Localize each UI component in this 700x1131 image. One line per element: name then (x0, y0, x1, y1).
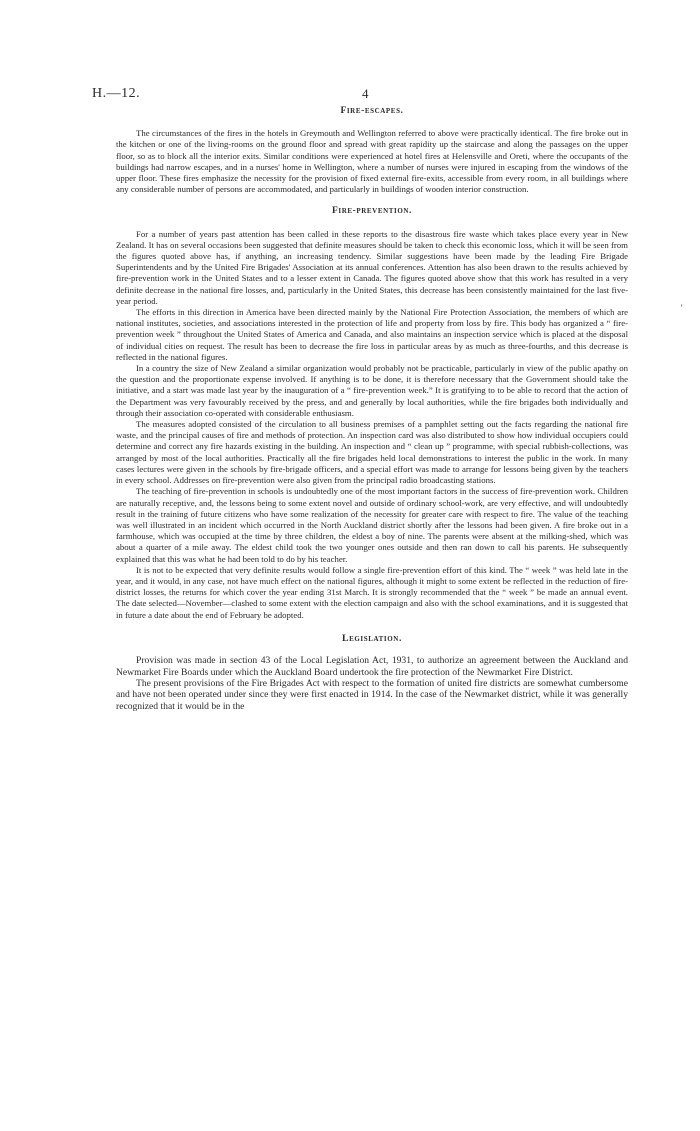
paragraph: In a country the size of New Zealand a similar organization would probably not be practicable, particularly in view of the public apathy on the question and the proportionate expense involved. If anything is to be done, it is therefore necessary that the Government should take the initiative, and a start was made last year by the inauguration of a “ fire-prevention week.” It is gratifying to to be able to record that the action of the Department was very favourably received by the press, and and generally by local authorities, while the fire brigades both individually and through their association co-operated with considerable enthusiasm. (116, 363, 628, 418)
paragraph: The present provisions of the Fire Brigades Act with respect to the formation of united fire districts are somewhat cumbersome and have not been operated under since they were first enacted in 1914. In the case of the Newmarket district, while it was generally recognized that it would be in the (116, 677, 628, 712)
paragraph: The measures adopted consisted of the circulation to all business premises of a pamphlet setting out the facts regarding the national fire waste, and the principal causes of fire and methods of protection. An inspection card was also distributed to show how individual occupiers could determine and correct any fire hazards existing in the building. An inspection and “ clean up ” programme, with special rubbish-collections, was arranged by most of the local authorities. Practically all the fire brigades held local demonstrations to interest the public in the work. In many cases lectures were given in the schools by fire-brigade officers, and a special effort was made to arrange for lessons being given by the teachers in every school. Addresses on fire-prevention were also given from the principal radio broadcasting stations. (116, 419, 628, 486)
legislation-section (116, 633, 628, 712)
paragraph: The circumstances of the fires in the hotels in Greymouth and Wellington referred to above were practically identical. The fire broke out in the kitchen or one of the living-rooms on the ground floor and spread with great rapidity up the staircase and along the passages on the upper floor, so as to block all the interior exits. Similar conditions were experienced at hotel fires at Helensville and Oreti, where the occupants of the buildings had narrow escapes, and in a nurses' home in Wellington, where a number of nurses were injured in escaping from the windows of the upper floor. These fires emphasize the necessity for the provision of fixed external fire-exits, accessible from every room, in all buildings where any considerable number of persons are accommodated, and particularly in buildings of wooden interior construction. (116, 128, 628, 195)
paragraph: The efforts in this direction in America have been directed mainly by the National Fire Protection Association, the members of which are national institutes, societies, and associations interested in the protection of life and property from loss by fire. This body has organized a “ fire-prevention week ” throughout the United States of America and Canada, and also maintains an inspection service which is placed at the disposal of individual cities on request. The result has been to decrease the fire loss in particular areas by as much as three-fourths, and this decrease is reflected in the national figures. (116, 307, 628, 362)
paragraph: It is not to be expected that very definite results would follow a single fire-prevention effort of this kind. The “ week ” was held late in the year, and it would, in any case, not have much effect on the national figures, although it might to some extent be reflected in the reduction of fire-district losses, the returns for which cover the year ending 31st March. It is strongly recommended that the “ week ” be made an annual event. The date selected—November—clashed to some extent with the election campaign and also with the school examinations, and it is suggested that in future a date about the end of February be adopted. (116, 564, 628, 620)
page-number: 4 (362, 86, 369, 101)
paragraph: The teaching of fire-prevention in schools is undoubtedly one of the most important factors in the success of fire-prevention work. Children are naturally receptive, and, the lessons being to some extent novel and outside of ordinary school-work, are very effective, and will undoubtedly result in the training of future citizens who have some realization of the necessity for greater care with respect to fire. The value of the teaching was well illustrated in an incident which occurred in the North Auckland district shortly after the lessons had been given. A fire broke out in a farmhouse, which was occupied at the time by three children, the eldest a boy of nine. The parents were absent at the milking-shed, which was about a quarter of a mile away. The eldest child took the two younger ones outside and then ran down to call his parents. He subsequently explained that this was what he had been told to do by his teacher. (116, 486, 628, 564)
report-code: H.—12. (92, 86, 141, 101)
section-heading-fire-escapes: Fire-escapes. (340, 106, 404, 116)
paragraph: For a number of years past attention has been called in these reports to the disastrous fire waste which takes place every year in New Zealand. It has on several occasions been suggested that definite measures should be taken to check this economic loss, which it will be seen from the figures quoted above has, if anything, an increasing tendency. Similar suggestions have been made by the leading Fire Brigade Superintendents and by the United Fire Brigades' Association at its annual conferences. Attention has also been drawn to the results achieved by fire-prevention work in the United States and to a lesser extent in Canada. The figures quoted above show that this work has resulted in a very definite decrease in the national fire losses, and, particularly in the United States, this decrease has been consistently maintained for the last five-year period. (116, 228, 628, 306)
fire-prevention-section (116, 206, 628, 620)
paragraph: Provision was made in section 43 of the Local Legislation Act, 1931, to authorize an agreement between the Auckland and Newmarket Fire Boards under which the Auckland Board undertook the fire protection of the Newmarket Fire District. (116, 655, 628, 678)
running-header (92, 86, 640, 102)
margin-mark: ‘ (680, 303, 684, 314)
section-heading-fire-prevention: Fire-prevention. (331, 206, 413, 217)
section-heading-legislation: Legislation. (341, 632, 402, 644)
document-body (116, 106, 628, 712)
fire-escapes-section (116, 106, 628, 195)
